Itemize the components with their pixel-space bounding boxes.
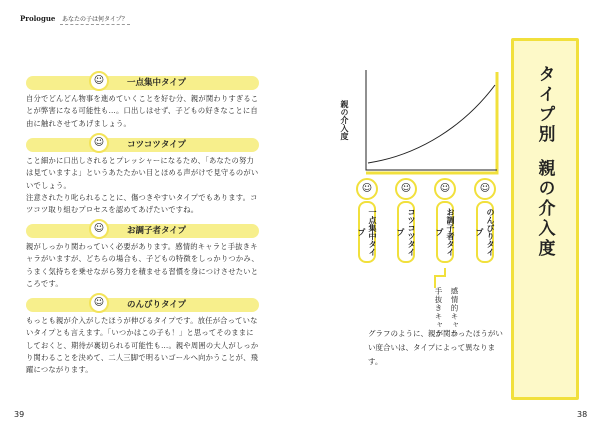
intervention-graph: [350, 70, 500, 180]
chapter-title: あなたの子は何タイプ？: [62, 16, 128, 23]
type-badge-ochoushimono: [433, 178, 457, 263]
section-heading: コツコツタイプ: [127, 140, 186, 150]
type-label: 一点集中タイプ: [358, 201, 376, 263]
section-kotsukotsu: [26, 138, 259, 216]
section-label: Prologue: [20, 14, 56, 23]
page-number-right: 38: [577, 410, 588, 419]
graph-note: グラフのように、親が関わったほうがいい度合いは、タイプによって異なります。: [368, 329, 503, 366]
section-heading: のんびりタイプ: [126, 300, 187, 310]
section-heading: 一点集中タイプ: [126, 78, 187, 88]
section-heading: お調子者タイプ: [126, 226, 187, 236]
section-ittenshuchu: [26, 76, 259, 130]
y-axis-label: 親の介入度: [340, 100, 349, 140]
branch-connector: [430, 268, 462, 288]
graph-frame: [366, 72, 497, 173]
child-face-icon: ☺: [434, 178, 456, 200]
title-part2: 親の介入度: [534, 159, 555, 259]
subtype-lazy: 手抜きキャラ: [434, 287, 443, 338]
type-label: のんびりタイプ: [476, 201, 494, 263]
type-label: コツコツタイプ: [397, 201, 415, 263]
child-face-icon: ☺: [89, 71, 109, 91]
type-label: お調子者タイプ: [436, 201, 454, 263]
page-number-left: 39: [14, 410, 25, 419]
section-text: もっとも親が介入がしたほうが伸びるタイプです。放任が合っていないタイプとも言えます。「いつかはこの子も！」と思ってそのままにしておくと、期待が裏切られる可能性も…。親や周囲の大人がしっかり関わることを決めて、二人三脚で明るいゴールへ向かうことが、飛躍につながります。: [26, 316, 259, 375]
section-text: 自分でどんどん物事を進めていくことを好む分、親が関わりすぎることが弊害になる可能性も…。口出しはせず、子どもの好きなことに自由に触れさせてあげましょう。: [26, 94, 259, 128]
child-face-icon: ☺: [356, 178, 378, 200]
child-face-icon: ☺: [395, 178, 417, 200]
child-face-icon: ☺: [89, 133, 109, 153]
intervention-curve: [368, 85, 495, 163]
section-text: こと細かに口出しされるとプレッシャーになるため、「あなたの努力は見ていますよ」というあたたかい目とほめる声がけで見守るのがいいでしょう。 注意されたり叱られることに、傷つきやすいタイプでもあります。コツコツ取り組むプロセスを認めてあげたいですね。: [26, 156, 259, 215]
page-title-box: [511, 38, 579, 400]
child-face-icon: ☺: [89, 293, 109, 313]
child-face-icon: ☺: [474, 178, 496, 200]
type-badge-kotsukotsu: [394, 178, 418, 263]
subtype-emotional: 感情的キャラ: [450, 287, 459, 338]
section-ochoushimono: [26, 224, 259, 290]
section-text: 親がしっかり関わっていく必要があります。感情的キャラと手抜きキャラがいますが、どちらの場合も、子どもの特徴をしっかりつかみ、うまく気持ちを乗せながら努力を積ませる習慣を身につけさせたいところです。: [26, 242, 259, 288]
graph-axes: [366, 70, 497, 170]
type-badge-nonbiri: [473, 178, 497, 263]
type-badge-ittenshuchu: [355, 178, 379, 263]
child-face-icon: ☺: [89, 219, 109, 239]
title-part1: タイプ別: [534, 65, 555, 145]
section-nonbiri: [26, 298, 259, 376]
